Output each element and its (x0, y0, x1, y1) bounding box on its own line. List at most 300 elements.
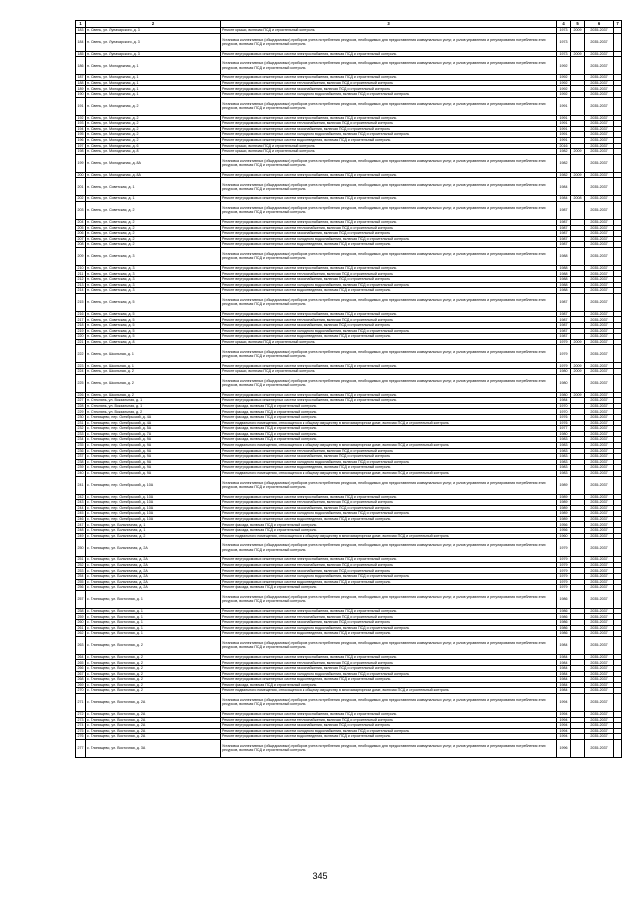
row-address: п. Свень, ул. Советская, д. 2 (86, 236, 221, 242)
row-number: 186 (76, 57, 86, 75)
column-header: 7 (614, 21, 622, 28)
row-work-type: Установка коллективных (общедомовых) приборов учета потребления ресурсов, необходимых для предоставления коммунальных услуг, и узлов управления и регулирования потребления этих ресурсов, включая ПСД и строительный контроль (221, 345, 557, 363)
row-planned-period: 2035-2037 (585, 28, 614, 34)
row-work-type: Ремонт подвального помещения, относящегося к общему имуществу в многоквартирном доме, включая ПСД и строительный контроль (221, 533, 557, 539)
row-build-year: 1970 (557, 409, 571, 415)
row-address: п. Свень, ул. Школьная, д. 2 (86, 369, 221, 375)
row-build-year: 1987 (557, 219, 571, 225)
row-planned-period: 2035-2037 (585, 277, 614, 283)
row-planned-period: 2035-2037 (585, 728, 614, 734)
row-planned-period: 2035-2037 (585, 442, 614, 448)
row-planned-period: 2035-2037 (585, 539, 614, 557)
row-build-year: 1988 (557, 288, 571, 294)
row-number: 199 (76, 154, 86, 172)
row-number: 273 (77, 717, 84, 722)
row-build-year: 1987 (557, 323, 571, 329)
row-address: с. Глинищево, пер. Октябрьский, д. 7А (86, 431, 221, 437)
row-address: п. Свень, ул. Советская, д. 3 (86, 288, 221, 294)
row-planned-period: 2035-2037 (585, 665, 614, 671)
row-work-type: Ремонт внутридомовых инженерных систем водоотведения, включая ПСД и строительный контроль (221, 288, 557, 294)
row-work-type: Ремонт фасада, включая ПСД и строительный контроль (221, 528, 557, 534)
row-address: п. Свень, ул. Советская, д. 3 (86, 282, 221, 288)
row-planned-period: 2035-2037 (585, 711, 614, 717)
table-row (76, 476, 622, 494)
table-row (76, 247, 622, 265)
row-planned-period: 2035-2037 (585, 585, 614, 591)
row-number: 203 (76, 201, 86, 219)
row-build-year: 1986 (557, 608, 571, 614)
row-work-type: Установка коллективных (общедомовых) приборов учета потребления ресурсов, необходимых для предоставления коммунальных услуг, и узлов управления и регулирования потребления этих ресурсов, включая ПСД и строительный контроль (221, 590, 557, 608)
row-address: с. Глинищево, ул. Восточная, д. 2А (86, 711, 221, 717)
row-number: 201 (76, 178, 86, 196)
row-last-repair-year (571, 201, 585, 219)
row-build-year: 1986 (557, 590, 571, 608)
row-work-type: Ремонт внутридомовых инженерных систем холодного водоснабжения, включая ПСД и строительный контроль (221, 328, 557, 334)
row-work-type: Ремонт внутридомовых инженерных систем электроснабжения, включая ПСД и строительный контроль (221, 115, 557, 121)
row-address: п. Стеклянь, ул. Вокзальная, д. 2 (86, 409, 221, 415)
row-work-type: Ремонт внутридомовых инженерных систем водоотведения, включая ПСД и строительный контроль (221, 516, 557, 522)
row-last-repair-year: 2009 (571, 51, 585, 57)
row-number: 239 (77, 465, 84, 470)
row-planned-period: 2035-2037 (585, 557, 614, 563)
row-build-year: 1960 (557, 533, 571, 539)
row-work-type: Ремонт внутридомовых инженерных систем холодного водоснабжения, включая ПСД и строительный контроль (221, 91, 557, 97)
row-build-year: 1984 (557, 636, 571, 654)
row-last-repair-year: 2009 (571, 363, 585, 369)
row-planned-period: 2035-2037 (585, 465, 614, 471)
row-build-year: 1979 (557, 539, 571, 557)
row-last-repair-year (571, 178, 585, 196)
row-number: 257 (76, 590, 86, 608)
row-build-year: 1980 (557, 392, 571, 398)
row-build-year: 1984 (557, 178, 571, 196)
row-build-year: 1996 (557, 739, 571, 757)
row-build-year: 1987 (557, 293, 571, 311)
row-number: 193 (77, 121, 84, 126)
row-planned-period: 2035-2037 (585, 562, 614, 568)
row-work-type: Ремонт внутридомовых инженерных систем электроснабжения, включая ПСД и строительный контроль (221, 392, 557, 398)
row-planned-period: 2035-2037 (585, 242, 614, 248)
row-last-repair-year (571, 97, 585, 115)
row-address: п. Свень, ул. Молодежная, д. 8А (86, 172, 221, 178)
row-build-year: 1989 (557, 476, 571, 494)
row-number: 267 (77, 671, 84, 676)
row-build-year: 1987 (557, 334, 571, 340)
row-build-year: 1987 (557, 231, 571, 237)
row-build-year: 1986 (557, 620, 571, 626)
row-build-year: 1987 (557, 236, 571, 242)
row-address: с. Глинищево, ул. Восточная, д. 2А (86, 728, 221, 734)
row-planned-period: 2035-2037 (585, 137, 614, 143)
row-build-year: 1956 (557, 522, 571, 528)
row-number: 255 (77, 579, 84, 584)
row-number: 200 (77, 172, 84, 177)
table-row (76, 636, 622, 654)
row-col7 (614, 636, 622, 654)
row-number: 206 (77, 231, 84, 236)
row-work-type: Ремонт фасада, включая ПСД и строительный контроль (221, 414, 557, 420)
row-address: п. Свень, ул. Молодежная, д. 1 (86, 75, 221, 81)
row-number: 192 (77, 115, 84, 120)
row-address: с. Глинищево, ул. Больничная, д. 1 (86, 522, 221, 528)
row-planned-period: 2035-2037 (585, 500, 614, 506)
row-planned-period: 2035-2037 (585, 97, 614, 115)
row-planned-period: 2035-2037 (585, 717, 614, 723)
row-number: 184 (76, 33, 86, 51)
row-work-type: Ремонт внутридомовых инженерных систем водоотведения, включая ПСД и строительный контроль (221, 137, 557, 143)
row-build-year: 1992 (557, 57, 571, 75)
row-work-type: Ремонт внутридомовых инженерных систем газоснабжения, включая ПСД и строительный контроль (221, 323, 557, 329)
row-number: 194 (77, 126, 84, 131)
row-address: п. Свень, ул. Молодежная, д. 1 (86, 57, 221, 75)
row-work-type: Ремонт внутридомовых инженерных систем электроснабжения, включая ПСД и строительный контроль (221, 608, 557, 614)
row-address: п. Свень, ул. Советская, д. 5 (86, 334, 221, 340)
row-work-type: Ремонт внутридомовых инженерных систем электроснабжения, включая ПСД и строительный контроль (221, 363, 557, 369)
column-header: 3 (221, 21, 557, 28)
column-header: 5 (571, 21, 585, 28)
row-address: п. Свень, ул. Луначарского, д. 3 (86, 51, 221, 57)
row-work-type: Ремонт внутридомовых инженерных систем электроснабжения, включая ПСД и строительный контроль (221, 654, 557, 660)
row-number: 221 (77, 339, 84, 344)
row-address: с. Глинищево, ул. Больничная, д. 2А (86, 557, 221, 563)
row-last-repair-year (571, 739, 585, 757)
row-address: п. Свень, ул. Молодежная, д. 1 (86, 80, 221, 86)
row-number: 261 (77, 625, 84, 630)
row-number: 243 (77, 500, 84, 505)
row-last-repair-year: 2009 (571, 28, 585, 34)
page-number: 345 (312, 871, 328, 881)
row-planned-period: 2035-2037 (585, 516, 614, 522)
row-number: 220 (77, 334, 84, 339)
row-number: 211 (76, 271, 86, 277)
row-planned-period: 2035-2037 (585, 625, 614, 631)
row-number: 224 (77, 369, 84, 374)
row-work-type: Установка коллективных (общедомовых) приборов учета потребления ресурсов, необходимых для предоставления коммунальных услуг, и узлов управления и регулирования потребления этих ресурсов, включая ПСД и строительный контроль (221, 693, 557, 711)
row-build-year: 1994 (557, 711, 571, 717)
row-address: с. Глинищево, ул. Восточная, д. 2 (86, 682, 221, 688)
row-col7 (614, 539, 622, 557)
row-number: 205 (77, 225, 84, 230)
row-col7 (614, 33, 622, 51)
row-col7 (614, 345, 622, 363)
row-work-type: Ремонт внутридомовых инженерных систем холодного водоснабжения, включая ПСД и строительный контроль (221, 625, 557, 631)
row-work-type: Ремонт внутридомовых инженерных систем газоснабжения, включая ПСД и строительный контроль (221, 277, 557, 283)
row-address: п. Свень, ул. Советская, д. 5 (86, 317, 221, 323)
row-build-year: 1984 (557, 660, 571, 666)
row-col7 (614, 693, 622, 711)
row-address: п. Свень, ул. Советская, д. 3 (86, 265, 221, 271)
row-planned-period: 2035-2037 (585, 437, 614, 443)
row-planned-period: 2035-2037 (585, 528, 614, 534)
row-number: 252 (77, 562, 84, 567)
row-planned-period: 2035-2037 (585, 149, 614, 155)
row-build-year: 1980 (557, 431, 571, 437)
row-work-type: Ремонт внутридомовых инженерных систем электроснабжения, включая ПСД и строительный контроль (221, 311, 557, 317)
row-planned-period: 2035-2037 (585, 311, 614, 317)
repair-schedule-sheet (75, 20, 621, 758)
row-planned-period: 2035-2037 (585, 671, 614, 677)
table-row (76, 739, 622, 757)
row-col7 (614, 374, 622, 392)
table-body (76, 28, 622, 758)
row-planned-period: 2035-2037 (585, 345, 614, 363)
column-header: 1 (76, 21, 86, 28)
row-build-year: 1976 (557, 420, 571, 426)
row-number: 222 (76, 345, 86, 363)
row-work-type: Ремонт крыши, включая ПСД и строительный контроль (221, 28, 557, 34)
row-build-year: 1988 (557, 271, 571, 277)
row-work-type: Ремонт внутридомовых инженерных систем теплоснабжения, включая ПСД и строительный контроль (221, 225, 557, 231)
row-address: п. Свень, ул. Молодежная, д. 1 (86, 86, 221, 92)
row-work-type: Ремонт внутридомовых инженерных систем холодного водоснабжения, включая ПСД и строительный контроль (221, 459, 557, 465)
row-number: 245 (77, 511, 84, 516)
row-address: п. Свень, ул. Молодежная, д. 2 (86, 137, 221, 143)
row-planned-period: 2035-2037 (585, 654, 614, 660)
row-build-year: 1984 (557, 677, 571, 683)
row-number: 233 (77, 431, 84, 436)
row-planned-period: 2035-2037 (585, 201, 614, 219)
row-col7 (614, 178, 622, 196)
row-work-type: Установка коллективных (общедомовых) приборов учета потребления ресурсов, необходимых для предоставления коммунальных услуг, и узлов управления и регулирования потребления этих ресурсов, включая ПСД и строительный контроль (221, 247, 557, 265)
row-build-year: 1988 (557, 282, 571, 288)
row-work-type: Установка коллективных (общедомовых) приборов учета потребления ресурсов, необходимых для предоставления коммунальных услуг, и узлов управления и регулирования потребления этих ресурсов, включая ПСД и строительный контроль (221, 33, 557, 51)
row-build-year: 1979 (557, 574, 571, 580)
row-planned-period: 2035-2037 (585, 339, 614, 345)
row-address: с. Глинищево, пер. Октябрьский, д. 9А (86, 437, 221, 443)
row-work-type: Ремонт фасада, включая ПСД и строительный контроль (221, 409, 557, 415)
row-work-type: Ремонт внутридомовых инженерных систем холодного водоснабжения, включая ПСД и строительный контроль (221, 511, 557, 517)
row-planned-period: 2035-2037 (585, 126, 614, 132)
row-build-year: 1973 (557, 51, 571, 57)
row-number: 196 (77, 138, 84, 143)
row-number: 238 (77, 459, 84, 464)
row-address: п. Свень, ул. Советская, д. 8 (86, 339, 221, 345)
row-planned-period: 2035-2037 (585, 363, 614, 369)
row-number: 219 (77, 328, 84, 333)
table-row (76, 178, 622, 196)
row-planned-period: 2035-2037 (585, 631, 614, 637)
row-work-type: Установка коллективных (общедомовых) приборов учета потребления ресурсов, необходимых для предоставления коммунальных услуг, и узлов управления и регулирования потребления этих ресурсов, включая ПСД и строительный контроль (221, 374, 557, 392)
row-work-type: Ремонт внутридомовых инженерных систем газоснабжения, включая ПСД и строительный контроль (221, 126, 557, 132)
table-row (76, 154, 622, 172)
row-address: с. Глинищево, ул. Восточная, д. 2А (86, 723, 221, 729)
row-address: с. Глинищево, пер. Октябрьский, д. 10А (86, 476, 221, 494)
row-address: с. Глинищево, ул. Восточная, д. 2 (86, 671, 221, 677)
row-work-type: Ремонт внутридомовых инженерных систем теплоснабжения, включая ПСД и строительный контроль (221, 500, 557, 506)
row-number: 185 (77, 51, 84, 56)
row-col7 (614, 57, 622, 75)
row-build-year: 1992 (557, 80, 571, 86)
table-row (76, 693, 622, 711)
row-number: 247 (77, 522, 84, 527)
row-build-year: 1979 (557, 585, 571, 591)
row-work-type: Ремонт подвального помещения, относящегося к общему имуществу в многоквартирном доме, включая ПСД и строительный контроль (221, 442, 557, 448)
row-work-type: Установка коллективных (общедомовых) приборов учета потребления ресурсов, необходимых для предоставления коммунальных услуг, и узлов управления и регулирования потребления этих ресурсов, включая ПСД и строительный контроль (221, 97, 557, 115)
row-address: п. Свень, ул. Школьная, д. 1 (86, 363, 221, 369)
row-col7 (614, 201, 622, 219)
row-build-year: 1973 (557, 33, 571, 51)
row-planned-period: 2035-2037 (585, 231, 614, 237)
row-build-year: 1987 (557, 328, 571, 334)
row-work-type: Ремонт внутридомовых инженерных систем электроснабжения, включая ПСД и строительный контроль (221, 196, 557, 202)
row-work-type: Ремонт фасада, включая ПСД и строительный контроль (221, 682, 557, 688)
row-number: 266 (77, 666, 84, 671)
row-number: 230 (77, 415, 84, 420)
row-work-type: Ремонт крыши, включая ПСД и строительный контроль (221, 369, 557, 375)
table-row (76, 33, 622, 51)
row-number: 270 (77, 688, 84, 693)
row-planned-period: 2035-2037 (585, 91, 614, 97)
row-address: с. Глинищево, пер. Октябрьский, д. 10А (86, 505, 221, 511)
row-number: 223 (77, 363, 84, 368)
row-build-year: 1983 (557, 470, 571, 476)
row-work-type: Ремонт внутридомовых инженерных систем водоотведения, включая ПСД и строительный контроль (221, 734, 557, 740)
row-last-repair-year (571, 693, 585, 711)
row-number: 244 (77, 505, 84, 510)
row-number: 217 (77, 317, 84, 322)
row-planned-period: 2035-2037 (585, 236, 614, 242)
row-work-type: Ремонт внутридомовых инженерных систем теплоснабжения, включая ПСД и строительный контроль (221, 717, 557, 723)
row-number: 189 (77, 86, 84, 91)
row-work-type: Ремонт подвального помещения, относящегося к общему имуществу в многоквартирном доме, включая ПСД и строительный контроль (221, 470, 557, 476)
row-work-type: Ремонт крыши, включая ПСД и строительный контроль (221, 339, 557, 345)
row-address: п. Свень, ул. Молодежная, д. 2 (86, 132, 221, 138)
row-address: с. Глинищево, ул. Восточная, д. 1 (86, 620, 221, 626)
row-work-type: Ремонт внутридомовых инженерных систем теплоснабжения, включая ПСД и строительный контроль (221, 317, 557, 323)
row-last-repair-year (571, 33, 585, 51)
row-build-year: 1979 (557, 557, 571, 563)
row-build-year: 1989 (557, 500, 571, 506)
row-number: 268 (77, 677, 84, 682)
row-work-type: Ремонт внутридомовых инженерных систем электроснабжения, включая ПСД и строительный контроль (221, 219, 557, 225)
row-planned-period: 2035-2037 (585, 420, 614, 426)
row-address: с. Глинищево, ул. Больничная, д. 2А (86, 539, 221, 557)
row-last-repair-year: 2009 (571, 392, 585, 398)
row-last-repair-year (571, 636, 585, 654)
row-number: 188 (77, 80, 84, 85)
row-last-repair-year: 2009 (571, 339, 585, 345)
row-build-year: 1986 (557, 631, 571, 637)
row-address: п. Свень, ул. Советская, д. 5 (86, 293, 221, 311)
row-build-year: 1983 (557, 465, 571, 471)
row-work-type: Ремонт внутридомовых инженерных систем теплоснабжения, включая ПСД и строительный контроль (221, 614, 557, 620)
row-number: 258 (77, 608, 84, 613)
row-planned-period: 2035-2037 (585, 511, 614, 517)
row-planned-period: 2035-2037 (585, 288, 614, 294)
row-address: п. Свень, ул. Школьная, д. 2 (86, 374, 221, 392)
row-planned-period: 2035-2037 (585, 154, 614, 172)
row-planned-period: 2035-2037 (585, 682, 614, 688)
row-number: 198 (77, 149, 84, 154)
row-build-year: 1991 (557, 132, 571, 138)
row-work-type: Ремонт внутридомовых инженерных систем холодного водоснабжения, включая ПСД и строительный контроль (221, 282, 557, 288)
row-number: 274 (77, 723, 84, 728)
column-header: 4 (557, 21, 571, 28)
row-work-type: Установка коллективных (общедомовых) приборов учета потребления ресурсов, необходимых для предоставления коммунальных услуг, и узлов управления и регулирования потребления этих ресурсов, включая ПСД и строительный контроль (221, 293, 557, 311)
row-work-type: Ремонт внутридомовых инженерных систем газоснабжения, включая ПСД и строительный контроль (221, 568, 557, 574)
row-address: п. Свень, ул. Луначарского, д. 3 (86, 33, 221, 51)
row-build-year: 1986 (557, 614, 571, 620)
table-row (76, 539, 622, 557)
row-planned-period: 2035-2037 (585, 403, 614, 409)
row-last-repair-year (571, 154, 585, 172)
row-number: 213 (77, 282, 84, 287)
row-address: п. Свень, ул. Советская, д. 1 (86, 178, 221, 196)
row-planned-period: 2035-2037 (585, 328, 614, 334)
row-address: с. Глинищево, пер. Октябрьский, д. 9А (86, 442, 221, 448)
row-planned-period: 2035-2037 (585, 739, 614, 757)
row-address: с. Глинищево, ул. Больничная, д. 1 (86, 528, 221, 534)
row-number: 218 (77, 323, 84, 328)
row-number: 253 (77, 568, 84, 573)
row-build-year: 1987 (557, 225, 571, 231)
row-work-type: Ремонт внутридомовых инженерных систем электроснабжения, включая ПСД и строительный контроль (221, 398, 557, 404)
row-build-year: 1979 (557, 562, 571, 568)
row-number: 187 (77, 75, 84, 80)
row-build-year: 1980 (557, 369, 571, 375)
row-address: п. Свень, ул. Советская, д. 3 (86, 277, 221, 283)
row-work-type: Ремонт подвального помещения, относящегося к общему имуществу в многоквартирном доме, включая ПСД и строительный контроль (221, 688, 557, 694)
row-work-type: Установка коллективных (общедомовых) приборов учета потребления ресурсов, необходимых для предоставления коммунальных услуг, и узлов управления и регулирования потребления этих ресурсов, включая ПСД и строительный контроль (221, 476, 557, 494)
row-address: с. Глинищево, пер. Октябрьский, д. 4А (86, 414, 221, 420)
row-address: п. Свень, ул. Советская, д. 2 (86, 201, 221, 219)
row-work-type: Ремонт внутридомовых инженерных систем электроснабжения, включая ПСД и строительный контроль (221, 265, 557, 271)
table-row (76, 97, 622, 115)
row-number: 271 (76, 693, 86, 711)
row-build-year: 1980 (557, 374, 571, 392)
row-build-year: 1988 (557, 247, 571, 265)
row-planned-period: 2035-2037 (585, 33, 614, 51)
row-number: 234 (77, 437, 84, 442)
row-work-type: Ремонт внутридомовых инженерных систем газоснабжения, включая ПСД и строительный контроль (221, 505, 557, 511)
column-header: 2 (86, 21, 221, 28)
row-work-type: Ремонт внутридомовых инженерных систем водоотведения, включая ПСД и строительный контроль (221, 579, 557, 585)
row-number: 275 (77, 728, 84, 733)
row-build-year: 1987 (557, 311, 571, 317)
row-number: 228 (77, 403, 84, 408)
row-planned-period: 2035-2037 (585, 723, 614, 729)
row-number: 191 (76, 97, 86, 115)
row-number: 236 (77, 448, 84, 453)
row-planned-period: 2035-2037 (585, 271, 614, 277)
row-number: 225 (76, 374, 86, 392)
row-build-year: 1970 (557, 403, 571, 409)
row-number: 251 (77, 557, 84, 562)
row-address: п. Свень, ул. Молодежная, д. 8А (86, 154, 221, 172)
row-planned-period: 2035-2037 (585, 51, 614, 57)
row-planned-period: 2035-2037 (585, 369, 614, 375)
row-number: 229 (77, 409, 84, 414)
row-build-year: 1987 (557, 242, 571, 248)
row-build-year: 1987 (557, 201, 571, 219)
row-build-year: 1991 (557, 126, 571, 132)
row-last-repair-year: 2009 (571, 149, 585, 155)
row-number: 210 (77, 266, 84, 271)
row-build-year: 1956 (557, 528, 571, 534)
row-col7 (614, 293, 622, 311)
row-address: с. Глинищево, ул. Восточная, д. 2 (86, 677, 221, 683)
row-number: 212 (77, 277, 84, 282)
row-work-type: Ремонт внутридомовых инженерных систем газоснабжения, включая ПСД и строительный контроль (221, 86, 557, 92)
row-address: п. Свень, ул. Советская, д. 2 (86, 225, 221, 231)
row-planned-period: 2035-2037 (585, 247, 614, 265)
row-address: с. Глинищево, ул. Восточная, д. 1 (86, 608, 221, 614)
row-build-year: 1982 (557, 149, 571, 155)
row-work-type: Ремонт внутридомовых инженерных систем водоотведения, включая ПСД и строительный контроль (221, 242, 557, 248)
row-build-year: 1994 (557, 734, 571, 740)
row-planned-period: 2035-2037 (585, 334, 614, 340)
row-work-type: Ремонт внутридомовых инженерных систем газоснабжения, включая ПСД и строительный контроль (221, 454, 557, 460)
